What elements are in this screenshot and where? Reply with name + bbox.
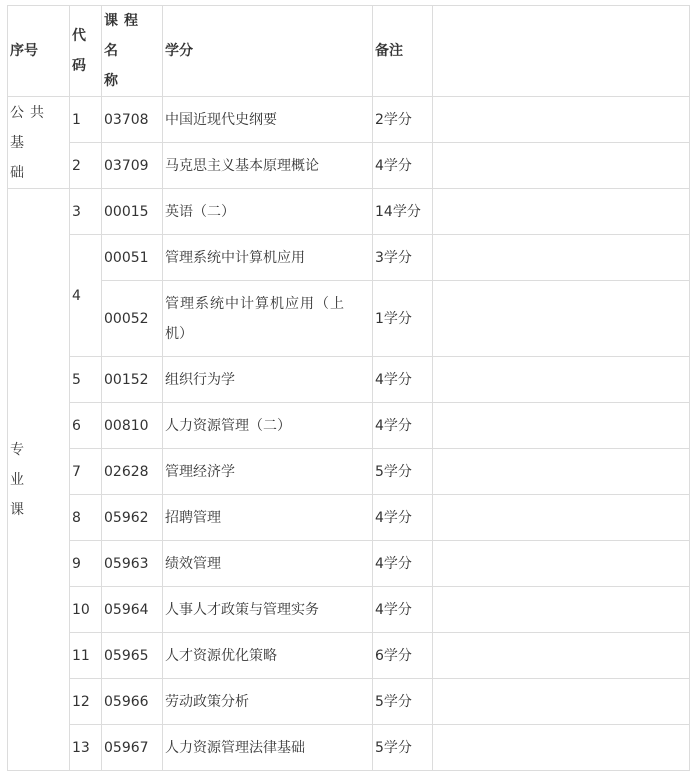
cell-code: 05965 <box>102 633 163 679</box>
cell-course-name: 英语（二） <box>163 189 373 235</box>
cell-seq: 13 <box>70 725 102 771</box>
cell-code: 05964 <box>102 587 163 633</box>
cell-course-name: 管理系统中计算机应用 <box>163 235 373 281</box>
header-course-name <box>102 6 163 97</box>
group-public <box>8 97 70 189</box>
header-code-line1: 代 <box>72 28 86 44</box>
table-row <box>8 97 690 143</box>
cell-credit: 4学分 <box>373 357 433 403</box>
cell-course-name-line1: 管理系统中计算机应用（上 <box>165 295 345 312</box>
cell-remark <box>433 235 690 281</box>
cell-seq: 3 <box>70 189 102 235</box>
table-row <box>8 143 690 189</box>
cell-credit: 4学分 <box>373 541 433 587</box>
header-course-line1: 课程名 <box>104 13 144 59</box>
cell-credit: 5学分 <box>373 725 433 771</box>
cell-seq: 9 <box>70 541 102 587</box>
table-row <box>8 495 690 541</box>
table-row <box>8 403 690 449</box>
table-row <box>8 587 690 633</box>
cell-seq: 5 <box>70 357 102 403</box>
cell-course-name: 管理经济学 <box>163 449 373 495</box>
cell-remark <box>433 403 690 449</box>
cell-code: 05967 <box>102 725 163 771</box>
header-code-line2: 码 <box>72 58 86 74</box>
table-row <box>8 725 690 771</box>
table-row <box>8 189 690 235</box>
cell-course-name: 组织行为学 <box>163 357 373 403</box>
cell-remark <box>433 679 690 725</box>
table-header-row <box>8 6 690 97</box>
cell-credit: 6学分 <box>373 633 433 679</box>
header-empty <box>433 6 690 97</box>
cell-code: 03708 <box>102 97 163 143</box>
cell-remark <box>433 97 690 143</box>
cell-credit: 5学分 <box>373 679 433 725</box>
table-row <box>8 633 690 679</box>
cell-seq: 1 <box>70 97 102 143</box>
cell-seq: 11 <box>70 633 102 679</box>
group-major <box>8 189 70 771</box>
table-row <box>8 679 690 725</box>
header-code <box>70 6 102 97</box>
group-major-line3: 课 <box>10 501 24 518</box>
cell-seq: 7 <box>70 449 102 495</box>
cell-credit: 4学分 <box>373 587 433 633</box>
cell-course-name: 绩效管理 <box>163 541 373 587</box>
table-row <box>8 235 690 281</box>
cell-code: 00810 <box>102 403 163 449</box>
cell-credit: 4学分 <box>373 403 433 449</box>
cell-code: 02628 <box>102 449 163 495</box>
header-course-line2: 称 <box>104 73 118 89</box>
cell-code: 00152 <box>102 357 163 403</box>
cell-seq: 10 <box>70 587 102 633</box>
cell-course-name-line2: 机） <box>165 325 193 342</box>
cell-credit: 1学分 <box>373 281 433 357</box>
header-credit: 学分 <box>163 6 373 97</box>
cell-code: 00052 <box>102 281 163 357</box>
cell-code: 03709 <box>102 143 163 189</box>
cell-course-name: 人力资源管理（二） <box>163 403 373 449</box>
header-seq: 序号 <box>8 6 70 97</box>
cell-seq: 12 <box>70 679 102 725</box>
cell-credit: 3学分 <box>373 235 433 281</box>
cell-remark <box>433 587 690 633</box>
cell-remark <box>433 725 690 771</box>
cell-remark <box>433 281 690 357</box>
cell-credit: 4学分 <box>373 143 433 189</box>
cell-course-name: 招聘管理 <box>163 495 373 541</box>
group-public-line1: 公共基 <box>10 104 50 151</box>
table-row <box>8 357 690 403</box>
header-remark: 备注 <box>373 6 433 97</box>
cell-course-name: 劳动政策分析 <box>163 679 373 725</box>
cell-course-name: 人才资源优化策略 <box>163 633 373 679</box>
cell-credit: 14学分 <box>373 189 433 235</box>
cell-course-name <box>163 281 373 357</box>
cell-remark <box>433 633 690 679</box>
cell-seq: 6 <box>70 403 102 449</box>
cell-remark <box>433 357 690 403</box>
cell-remark <box>433 143 690 189</box>
cell-remark <box>433 189 690 235</box>
cell-code: 05966 <box>102 679 163 725</box>
cell-course-name: 马克思主义基本原理概论 <box>163 143 373 189</box>
course-table <box>7 5 690 771</box>
cell-code: 00051 <box>102 235 163 281</box>
cell-course-name: 人力资源管理法律基础 <box>163 725 373 771</box>
cell-code: 05963 <box>102 541 163 587</box>
cell-seq: 4 <box>70 235 102 357</box>
cell-remark <box>433 449 690 495</box>
group-major-line2: 业 <box>10 471 24 488</box>
cell-seq: 8 <box>70 495 102 541</box>
cell-course-name: 人事人才政策与管理实务 <box>163 587 373 633</box>
cell-remark <box>433 541 690 587</box>
table-row <box>8 449 690 495</box>
cell-course-name: 中国近现代史纲要 <box>163 97 373 143</box>
table-row <box>8 281 690 357</box>
group-major-line1: 专 <box>10 441 24 458</box>
cell-seq: 2 <box>70 143 102 189</box>
cell-credit: 4学分 <box>373 495 433 541</box>
group-public-line2: 础 <box>10 164 24 181</box>
table-row <box>8 541 690 587</box>
cell-code: 05962 <box>102 495 163 541</box>
cell-credit: 5学分 <box>373 449 433 495</box>
cell-remark <box>433 495 690 541</box>
cell-credit: 2学分 <box>373 97 433 143</box>
cell-code: 00015 <box>102 189 163 235</box>
